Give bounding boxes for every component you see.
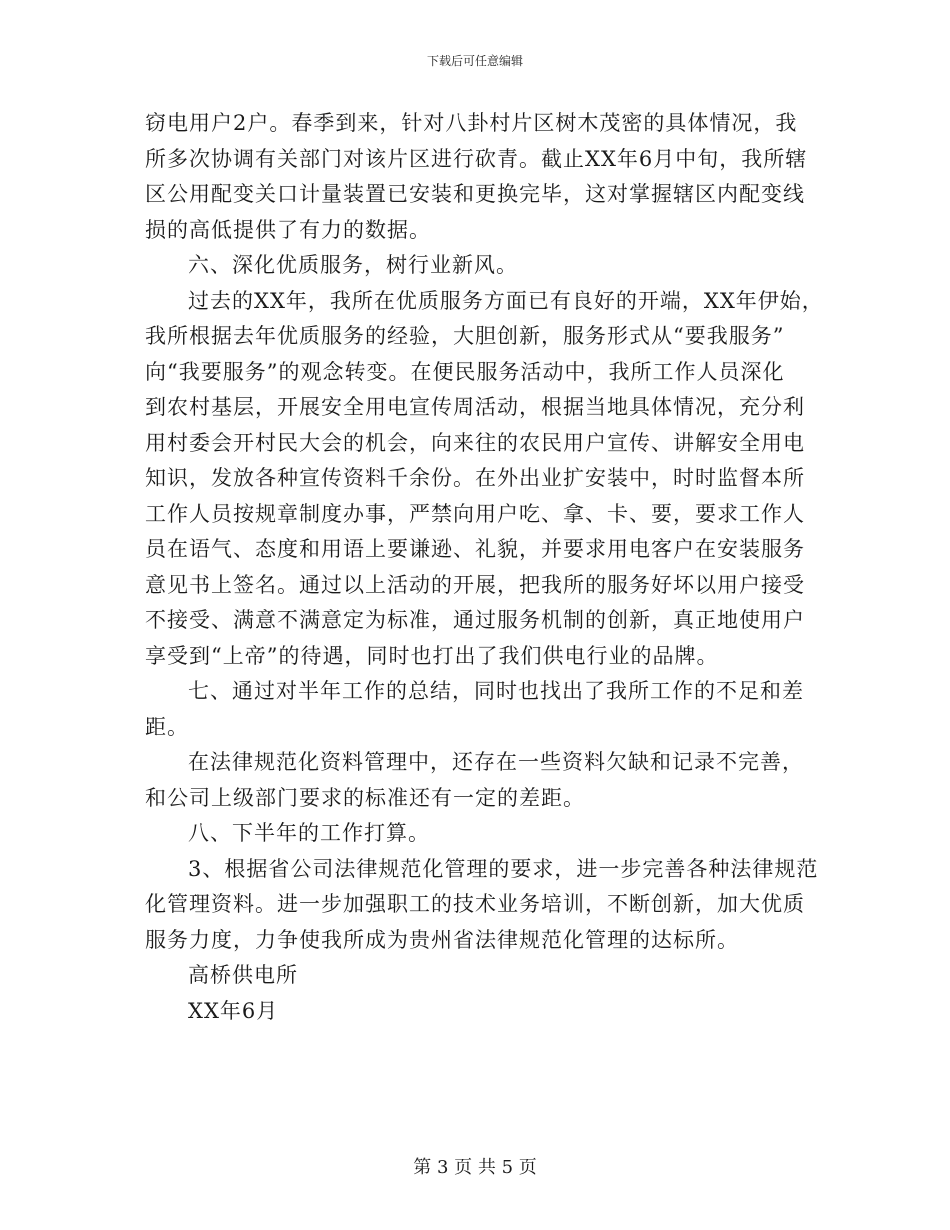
- text-line: 到农村基层，开展安全用电宣传周活动，根据当地具体情况，充分利: [145, 395, 805, 419]
- signature-date: XX年6月: [188, 998, 279, 1023]
- page-number-footer: 第 3 页 共 5 页: [413, 1157, 537, 1178]
- text-line: 和公司上级部门要求的标准还有一定的差距。: [145, 785, 585, 810]
- text-line: 知识，发放各种宣传资料千余份。在外出业扩安装中，时时监督本所: [145, 466, 805, 490]
- text-line: 损的高低提供了有力的数据。: [145, 217, 431, 242]
- section-heading: 六、深化优质服务，树行业新风。: [188, 253, 518, 277]
- text-line: 3、根据省公司法律规范化管理的要求，进一步完善各种法律规范: [188, 856, 819, 881]
- text-line: 不接受、满意不满意定为标准，通过服务机制的创新，真正地使用户: [145, 608, 805, 632]
- text-line: 我所根据去年优质服务的经验，大胆创新，服务形式从“要我服务”: [145, 324, 785, 348]
- text-line: 在法律规范化资料管理中，还存在一些资料欠缺和记录不完善，: [188, 750, 804, 774]
- text-line: 员在语气、态度和用语上要谦逊、礼貌，并要求用电客户在安装服务: [145, 537, 805, 561]
- text-line: 服务力度，力争使我所成为贵州省法律规范化管理的达标所。: [145, 927, 739, 952]
- text-line: 化管理资料。进一步加强职工的技术业务培训，不断创新，加大优质: [145, 892, 805, 916]
- text-line: 过去的XX年，我所在优质服务方面已有良好的开端，XX年伊始，: [188, 288, 824, 313]
- section-heading: 七、通过对半年工作的总结，同时也找出了我所工作的不足和差: [188, 679, 804, 703]
- text-line: 所多次协调有关部门对该片区进行砍青。截止XX年6月中旬，我所辖: [145, 146, 808, 171]
- page-header: 下载后可任意编辑: [426, 54, 523, 68]
- document-body: [145, 106, 824, 1029]
- text-line: 窃电用户2户。春季到来，针对八卦村片区树木茂密的具体情况，我: [145, 111, 798, 135]
- text-line: 距。: [145, 714, 189, 739]
- text-line: 区公用配变关口计量装置已安装和更换完毕，这对掌握辖区内配变线: [145, 182, 805, 206]
- text-line: 享受到“上帝”的待遇，同时也打出了我们供电行业的品牌。: [145, 643, 719, 668]
- section-heading: 八、下半年的工作打算。: [188, 821, 430, 845]
- signature-org: 高桥供电所: [188, 963, 298, 987]
- text-line: 向“我要服务”的观念转变。在便民服务活动中，我所工作人员深化: [145, 359, 785, 384]
- text-line: 意见书上签名。通过以上活动的开展，把我所的服务好坏以用户接受: [145, 572, 805, 597]
- text-line: 工作人员按规章制度办事，严禁向用户吃、拿、卡、要，要求工作人: [145, 501, 805, 526]
- text-line: 用村委会开村民大会的机会，向来往的农民用户宣传、讲解安全用电: [145, 430, 805, 455]
